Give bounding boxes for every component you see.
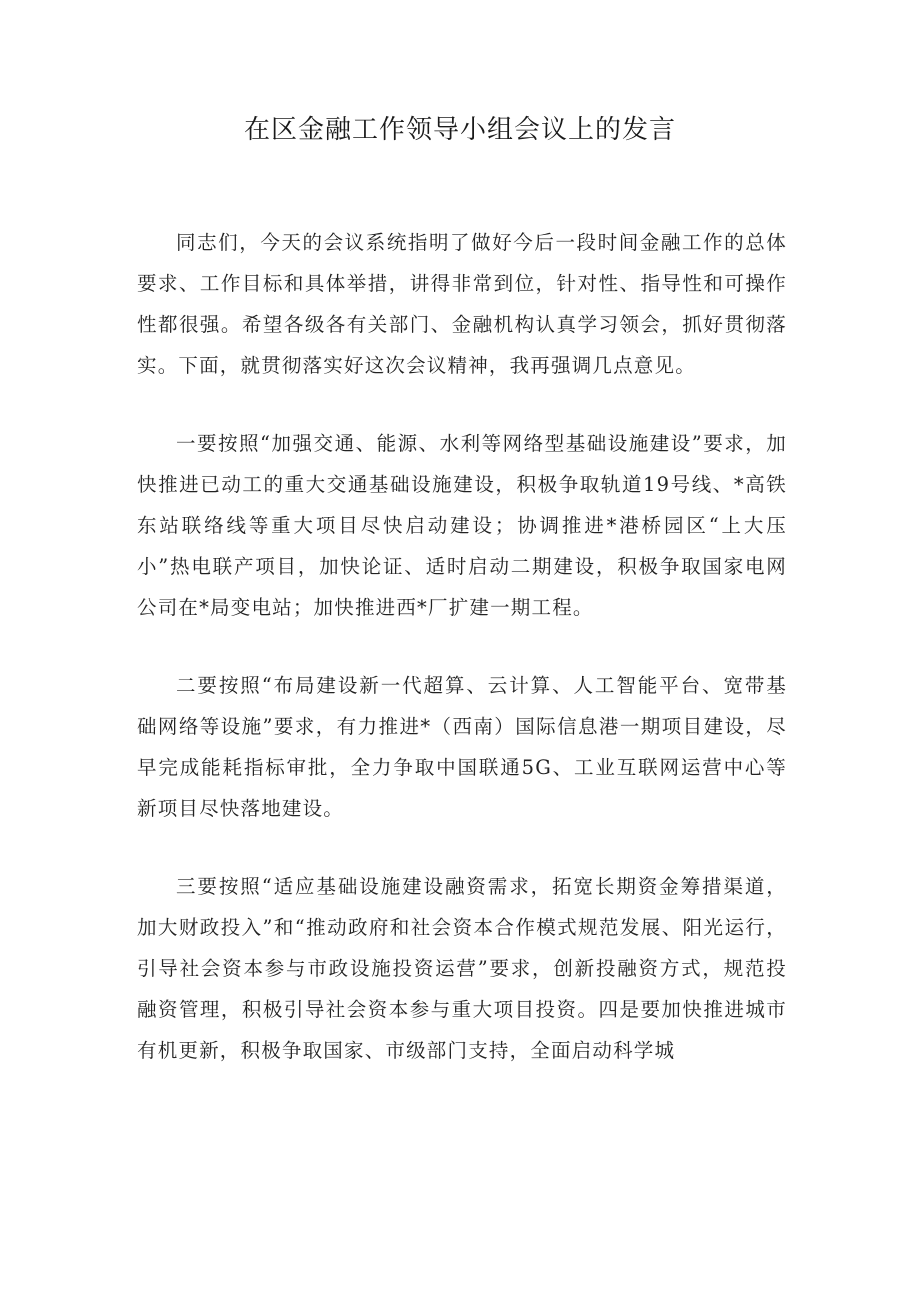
paragraph-point-3: 三要按照“适应基础设施建设融资需求，拓宽长期资金筹措渠道，加大财政投入”和“推动政府和社会资本合作模式规范发展、阳光运行，引导社会资本参与市政设施投资运营”要求，创新投融资方式，规范投融资管理，积极引导社会资本参与重大项目投资。四是要加快推进城市有机更新，积极争取国家、市级部门支持，全面启动科学城 xyxy=(137,875,787,1062)
paragraph-point-2: 二要按照“布局建设新一代超算、云计算、人工智能平台、宽带基础网络等设施”要求，有力推进*（西南）国际信息港一期项目建设，尽早完成能耗指标审批，全力争取中国联通5G、工业互联网运营中心等新项目尽快落地建设。 xyxy=(137,674,787,820)
paragraph-point-1: 一要按照“加强交通、能源、水利等网络型基础设施建设”要求，加快推进已动工的重大交通基础设施建设，积极争取轨道19号线、*高铁东站联络线等重大项目尽快启动建设；协调推进*港桥园区“上大压小”热电联产项目，加快论证、适时启动二期建设，积极争取国家电网公司在*局变电站；加快推进西*厂扩建一期工程。 xyxy=(137,432,787,619)
document-body xyxy=(137,222,787,1108)
document-title: 在区金融工作领导小组会议上的发言 xyxy=(243,115,676,145)
paragraph-intro: 同志们，今天的会议系统指明了做好今后一段时间金融工作的总体要求、工作目标和具体举措，讲得非常到位，针对性、指导性和可操作性都很强。希望各级各有关部门、金融机构认真学习领会，抓好贯彻落实。下面，就贯彻落实好这次会议精神，我再强调几点意见。 xyxy=(137,231,787,377)
